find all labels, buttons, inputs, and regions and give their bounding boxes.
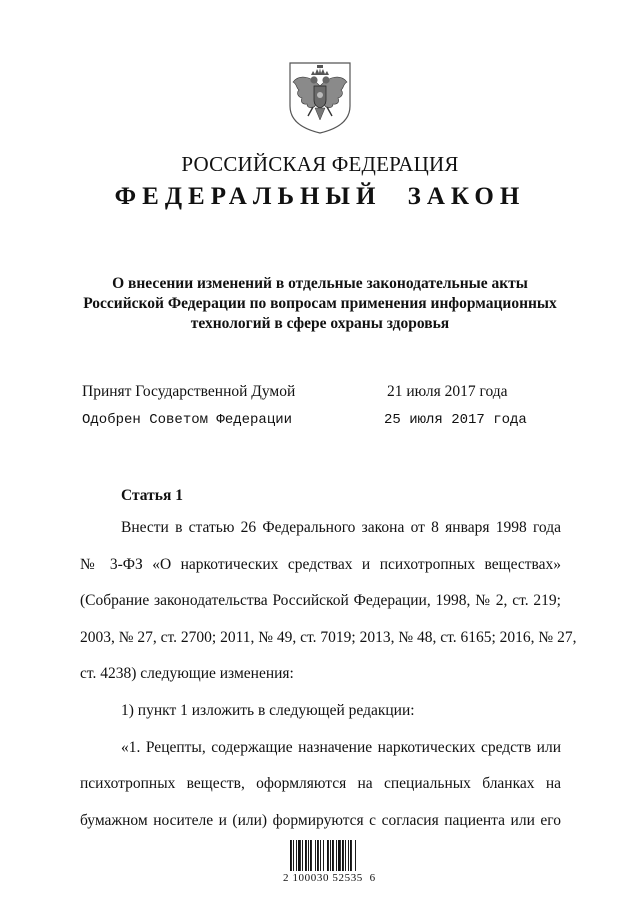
adoption-council-date: 25 июля 2017 года bbox=[384, 412, 527, 428]
article-heading: Статья 1 bbox=[121, 487, 183, 504]
barcode-number: 2 100030 52535 6 bbox=[283, 872, 376, 884]
adoption-duma-label: Принят Государственной Думой bbox=[82, 383, 296, 400]
article-body bbox=[80, 510, 577, 839]
body-line: «1. Рецепты, содержащие назначение наркотических средств или bbox=[121, 738, 561, 756]
adoption-council-row bbox=[82, 412, 562, 436]
country-name: РОССИЙСКАЯ ФЕДЕРАЦИЯ bbox=[181, 152, 459, 176]
body-line: психотропных веществ, оформляются на специальных бланках на bbox=[80, 775, 561, 793]
body-line: (Собрание законодательства Российской Федерации, 1998, № 2, ст. 219; bbox=[80, 592, 561, 610]
body-line: ст. 4238) следующие изменения: bbox=[80, 665, 294, 683]
barcode-icon bbox=[290, 840, 368, 871]
law-title bbox=[60, 274, 580, 334]
russian-coat-of-arms-icon bbox=[287, 60, 353, 136]
law-title-line: Российской Федерации по вопросам применения информационных bbox=[83, 295, 557, 312]
document-type-heading: ФЕДЕРАЛЬНЫЙ ЗАКОН bbox=[114, 183, 526, 210]
body-line: № 3-ФЗ «О наркотических средствах и психотропных веществах» bbox=[80, 555, 561, 573]
adoption-duma-row bbox=[82, 383, 562, 407]
body-line: 1) пункт 1 изложить в следующей редакции: bbox=[121, 701, 415, 719]
law-title-line: О внесении изменений в отдельные законодательные акты bbox=[112, 275, 528, 292]
adoption-duma-date: 21 июля 2017 года bbox=[387, 383, 508, 400]
body-line: 2003, № 27, ст. 2700; 2011, № 49, ст. 7019; 2013, № 48, ст. 6165; 2016, № 27, bbox=[80, 628, 577, 646]
body-line: Внести в статью 26 Федерального закона от 8 января 1998 года bbox=[121, 519, 561, 536]
body-line: бумажном носителе и (или) формируются с согласия пациента или его bbox=[80, 811, 561, 829]
law-title-line: технологий в сфере охраны здоровья bbox=[190, 315, 450, 332]
adoption-council-label: Одобрен Советом Федерации bbox=[82, 412, 293, 428]
